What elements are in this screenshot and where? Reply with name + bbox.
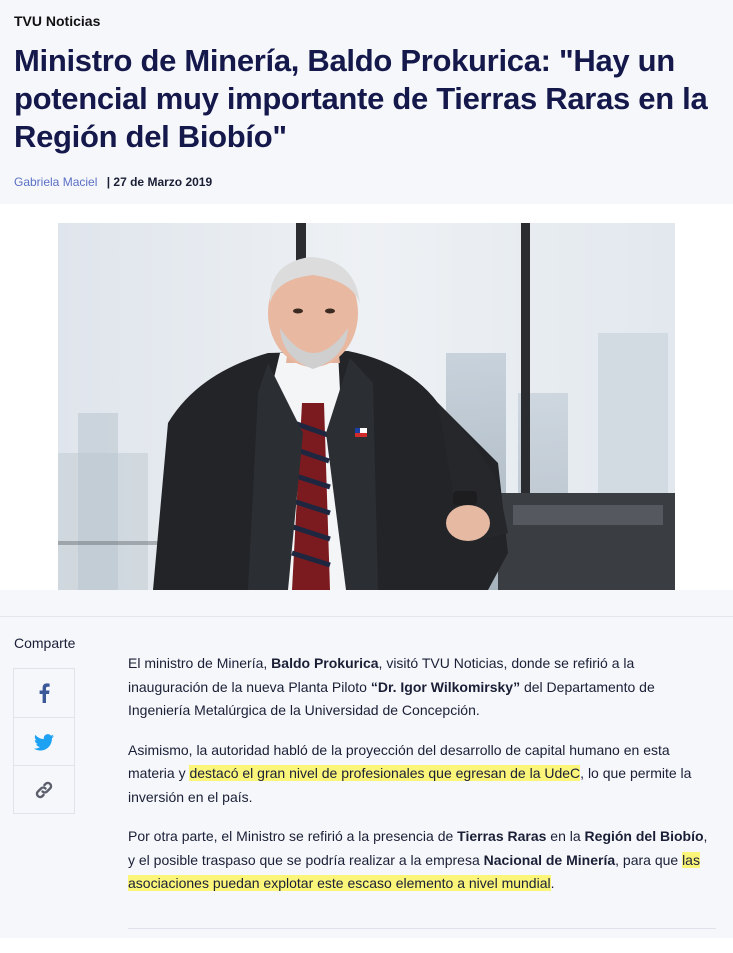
- share-title: Comparte: [14, 635, 76, 651]
- bold-text: Nacional de Minería: [483, 851, 616, 868]
- article-body: [128, 652, 713, 912]
- share-buttons: [13, 668, 75, 814]
- bold-text: Región del Biobío: [584, 828, 704, 844]
- author-link[interactable]: Gabriela Maciel: [14, 175, 98, 189]
- article-paragraph: [128, 652, 713, 723]
- article-paragraph: [128, 739, 713, 810]
- byline: [14, 175, 212, 189]
- paragraph-text: del Departamento de Ingeniería Metalúrgica de la Universidad de Concepción.: [128, 678, 655, 718]
- site-name[interactable]: TVU Noticias: [14, 13, 101, 29]
- bold-text: “Dr. Igor Wilkomirsky”: [370, 678, 521, 695]
- twitter-icon: [34, 734, 54, 751]
- date-text: 27 de Marzo 2019: [113, 175, 213, 189]
- copy-link-button[interactable]: [14, 765, 74, 814]
- publish-date: [107, 175, 212, 189]
- article-paragraph: [128, 825, 713, 896]
- date-separator: |: [106, 175, 111, 189]
- paragraph-text: .: [550, 875, 555, 891]
- share-facebook-button[interactable]: [14, 669, 74, 717]
- paragraph-text: , y el posible traspaso que se podría realizar a la empresa: [128, 828, 708, 868]
- divider: [0, 616, 733, 617]
- bold-text: Tierras Raras: [457, 828, 547, 844]
- bold-text: Baldo Prokurica: [271, 655, 379, 671]
- highlighted-text: las asociaciones puedan explotar este escaso elemento a nivel mundial: [128, 851, 700, 891]
- highlighted-text: destacó el gran nivel de profesionales que egresan de la UdeC: [189, 765, 581, 781]
- paragraph-text: , lo que permite la inversión en el país.: [128, 765, 692, 805]
- article-photo: [58, 223, 675, 590]
- article-headline: Ministro de Minería, Baldo Prokurica: "Hay un potencial muy importante de Tierras Raras en la Región del Biobío": [14, 43, 708, 154]
- paragraph-text: en la: [546, 828, 585, 844]
- paragraph-text: Por otra parte, el Ministro se refirió a la presencia de: [128, 828, 458, 844]
- facebook-icon: [38, 683, 50, 703]
- paragraph-text: , visitó TVU Noticias, donde se refirió a la inauguración de la nueva Planta Piloto: [128, 655, 635, 695]
- divider: [128, 928, 716, 929]
- link-icon: [34, 780, 54, 800]
- paragraph-text: , para que: [615, 851, 683, 868]
- paragraph-text: El ministro de Minería,: [128, 655, 272, 671]
- photo-illustration: [58, 223, 675, 590]
- share-twitter-button[interactable]: [14, 717, 74, 766]
- paragraph-text: Asimismo, la autoridad habló de la proyección del desarrollo de capital humano en esta materia y: [128, 741, 670, 781]
